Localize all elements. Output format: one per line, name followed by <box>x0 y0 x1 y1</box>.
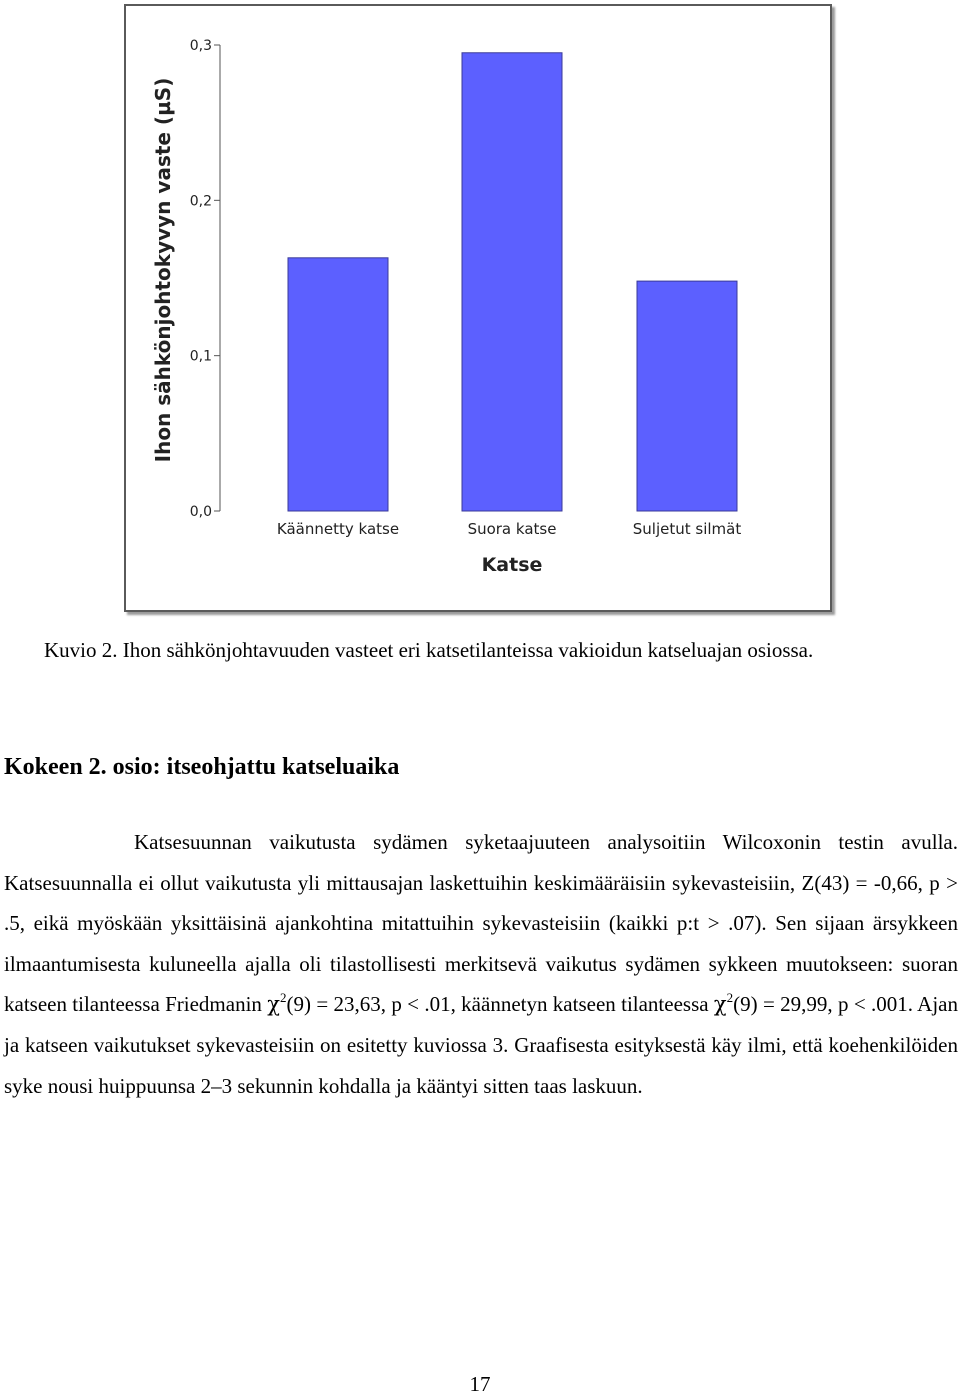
y-axis-label: Ihon sähkönjohtokyvyn vaste (µS) <box>151 77 175 463</box>
x-tick-label: Käännetty katse <box>276 520 400 538</box>
section-heading: Kokeen 2. osio: itseohjattu katseluaika <box>4 754 400 780</box>
y-tick-label: 0,1 <box>189 348 212 365</box>
paragraph-text-2: (9) = 23,63, p < .01, käännetyn katseen tilanteessa <box>286 992 714 1017</box>
y-tick-label: 0,0 <box>189 504 212 520</box>
bar <box>462 53 562 511</box>
superscript-1: 2 <box>280 990 287 1006</box>
paragraph-text-1: Katsesuunnan vaikutusta sydämen syketaajuuteen analysoitiin Wilcoxonin testin avulla. Katsesuunnalla ei ollut vaikutusta yli mittausajan laskettuihin keskimääräisiin sykevasteisiin, Z(43) = -0,66, p > .5, eikä myöskään yksittäisinä ajankohtina mitattuihin sykevasteisiin (kaikki p:t > .07). Sen sijaan ärsykkeen ilmaantumisesta kuluneella ajalla oli tilastollisesti merkitsevä vaikutus sydämen sykkeen muutokseen: suoran katseen tilanteessa Friedmanin <box>4 830 958 1017</box>
body-paragraph <box>4 822 958 1106</box>
bar <box>288 258 388 511</box>
x-tick-label: Suljetut silmät <box>632 520 742 538</box>
y-tick-label: 0,3 <box>189 38 212 54</box>
paragraph-text-3: (9) = 29,99, p < .001. Ajan ja katseen vaikutukset sykevasteisiin on esitetty kuviossa 3. Graafisesta esityksestä käy ilmi, että koehenkilöiden syke nousi huippuunsa 2–3 sekunnin kohdalla ja kääntyi sitten taas laskuun. <box>4 992 958 1098</box>
x-tick-label: Suora katse <box>467 520 557 538</box>
bar <box>637 281 737 511</box>
bar-chart <box>126 6 830 610</box>
superscript-2: 2 <box>726 990 734 1006</box>
chi-symbol-2: χ <box>713 992 727 1017</box>
y-tick-label: 0,2 <box>189 193 212 210</box>
chart-frame <box>124 4 832 612</box>
chi-symbol-1: χ <box>267 992 280 1017</box>
figure-caption: Kuvio 2. Ihon sähkönjohtavuuden vasteet eri katsetilanteissa vakioidun katseluajan osiossa. <box>44 638 814 662</box>
x-axis-label: Katse <box>481 554 543 576</box>
page-number: 17 <box>469 1372 491 1396</box>
